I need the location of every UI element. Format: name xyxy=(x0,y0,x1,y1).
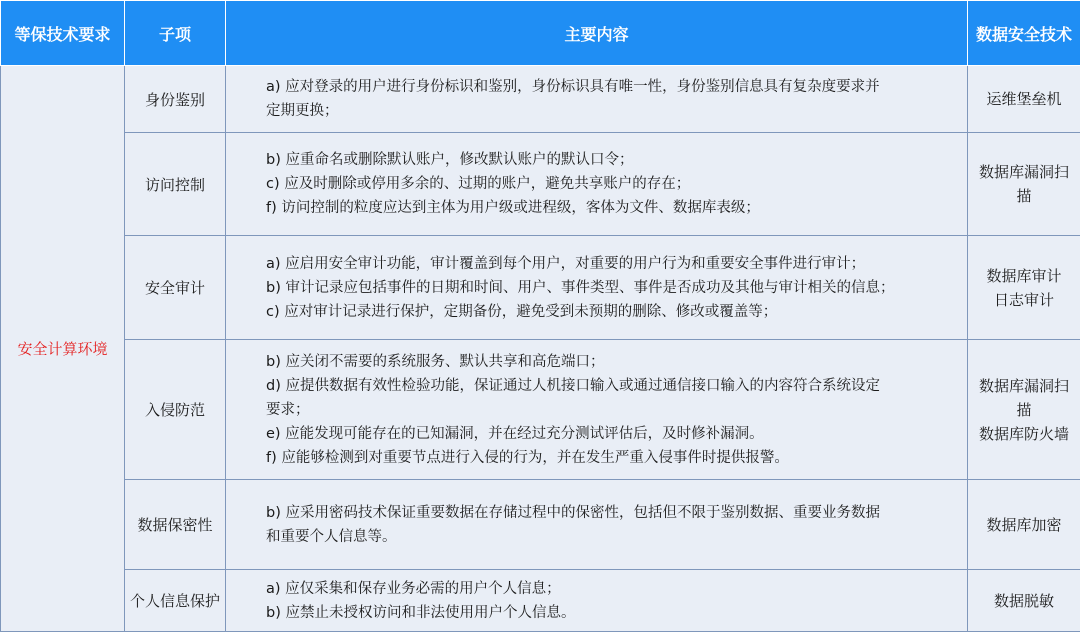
tech-line: 描 xyxy=(972,398,1076,422)
content-line: c) 应对审计记录进行保护，定期备份，避免受到未预期的删除、修改或覆盖等； xyxy=(266,300,961,324)
content-cell xyxy=(226,66,968,133)
content-cell xyxy=(226,133,968,236)
subitem-cell: 数据保密性 xyxy=(125,480,226,570)
content-line: b) 应关闭不需要的系统服务、默认共享和高危端口； xyxy=(266,350,961,374)
content-line: f) 访问控制的粒度应达到主体为用户级或进程级，客体为文件、数据库表级； xyxy=(266,196,961,220)
tech-cell xyxy=(968,570,1080,632)
tech-line: 数据脱敏 xyxy=(972,589,1076,613)
subitem-cell: 安全审计 xyxy=(125,236,226,340)
tech-cell xyxy=(968,480,1080,570)
content-line: b) 应重命名或删除默认账户，修改默认账户的默认口令； xyxy=(266,148,961,172)
content-cell xyxy=(226,480,968,570)
content-line: b) 应禁止未授权访问和非法使用用户个人信息。 xyxy=(266,601,961,625)
tech-line: 数据库加密 xyxy=(972,513,1076,537)
tech-cell xyxy=(968,236,1080,340)
subitem-cell: 访问控制 xyxy=(125,133,226,236)
subitem-cell: 个人信息保护 xyxy=(125,570,226,632)
content-line: 和重要个人信息等。 xyxy=(266,525,961,549)
header-requirement: 等保技术要求 xyxy=(1,1,125,66)
tech-cell xyxy=(968,340,1080,480)
content-line: b) 审计记录应包括事件的日期和时间、用户、事件类型、事件是否成功及其他与审计相关的信息； xyxy=(266,276,961,300)
table-row xyxy=(1,66,1080,133)
table-row xyxy=(1,236,1080,340)
subitem-cell: 身份鉴别 xyxy=(125,66,226,133)
content-line: a) 应对登录的用户进行身份标识和鉴别，身份标识具有唯一性，身份鉴别信息具有复杂度要求并 xyxy=(266,75,961,99)
tech-line: 日志审计 xyxy=(972,288,1076,312)
content-cell xyxy=(226,570,968,632)
tech-line: 数据库审计 xyxy=(972,264,1076,288)
content-line: 要求； xyxy=(266,398,961,422)
content-line: e) 应能发现可能存在的已知漏洞，并在经过充分测试评估后，及时修补漏洞。 xyxy=(266,422,961,446)
table-row xyxy=(1,340,1080,480)
tech-line: 描 xyxy=(972,184,1076,208)
content-line: a) 应启用安全审计功能，审计覆盖到每个用户，对重要的用户行为和重要安全事件进行审计； xyxy=(266,252,961,276)
header-content: 主要内容 xyxy=(226,1,968,66)
content-line: b) 应采用密码技术保证重要数据在存储过程中的保密性，包括但不限于鉴别数据、重要业务数据 xyxy=(266,501,961,525)
subitem-cell: 入侵防范 xyxy=(125,340,226,480)
table-row xyxy=(1,133,1080,236)
content-line: d) 应提供数据有效性检验功能，保证通过人机接口输入或通过通信接口输入的内容符合系统设定 xyxy=(266,374,961,398)
tech-cell xyxy=(968,133,1080,236)
table-row xyxy=(1,570,1080,632)
tech-line: 数据库漏洞扫 xyxy=(972,160,1076,184)
header-row xyxy=(1,1,1080,66)
tech-line: 运维堡垒机 xyxy=(972,87,1076,111)
content-line: a) 应仅采集和保存业务必需的用户个人信息； xyxy=(266,577,961,601)
category-cell: 安全计算环境 xyxy=(1,66,125,632)
tech-cell xyxy=(968,66,1080,133)
header-technology: 数据安全技术 xyxy=(968,1,1080,66)
content-line: f) 应能够检测到对重要节点进行入侵的行为，并在发生严重入侵事件时提供报警。 xyxy=(266,446,961,470)
table-row xyxy=(1,480,1080,570)
tech-line: 数据库防火墙 xyxy=(972,422,1076,446)
tech-line: 数据库漏洞扫 xyxy=(972,374,1076,398)
header-subitem: 子项 xyxy=(125,1,226,66)
content-cell xyxy=(226,236,968,340)
content-line: 定期更换； xyxy=(266,99,961,123)
content-cell xyxy=(226,340,968,480)
content-line: c) 应及时删除或停用多余的、过期的账户，避免共享账户的存在； xyxy=(266,172,961,196)
